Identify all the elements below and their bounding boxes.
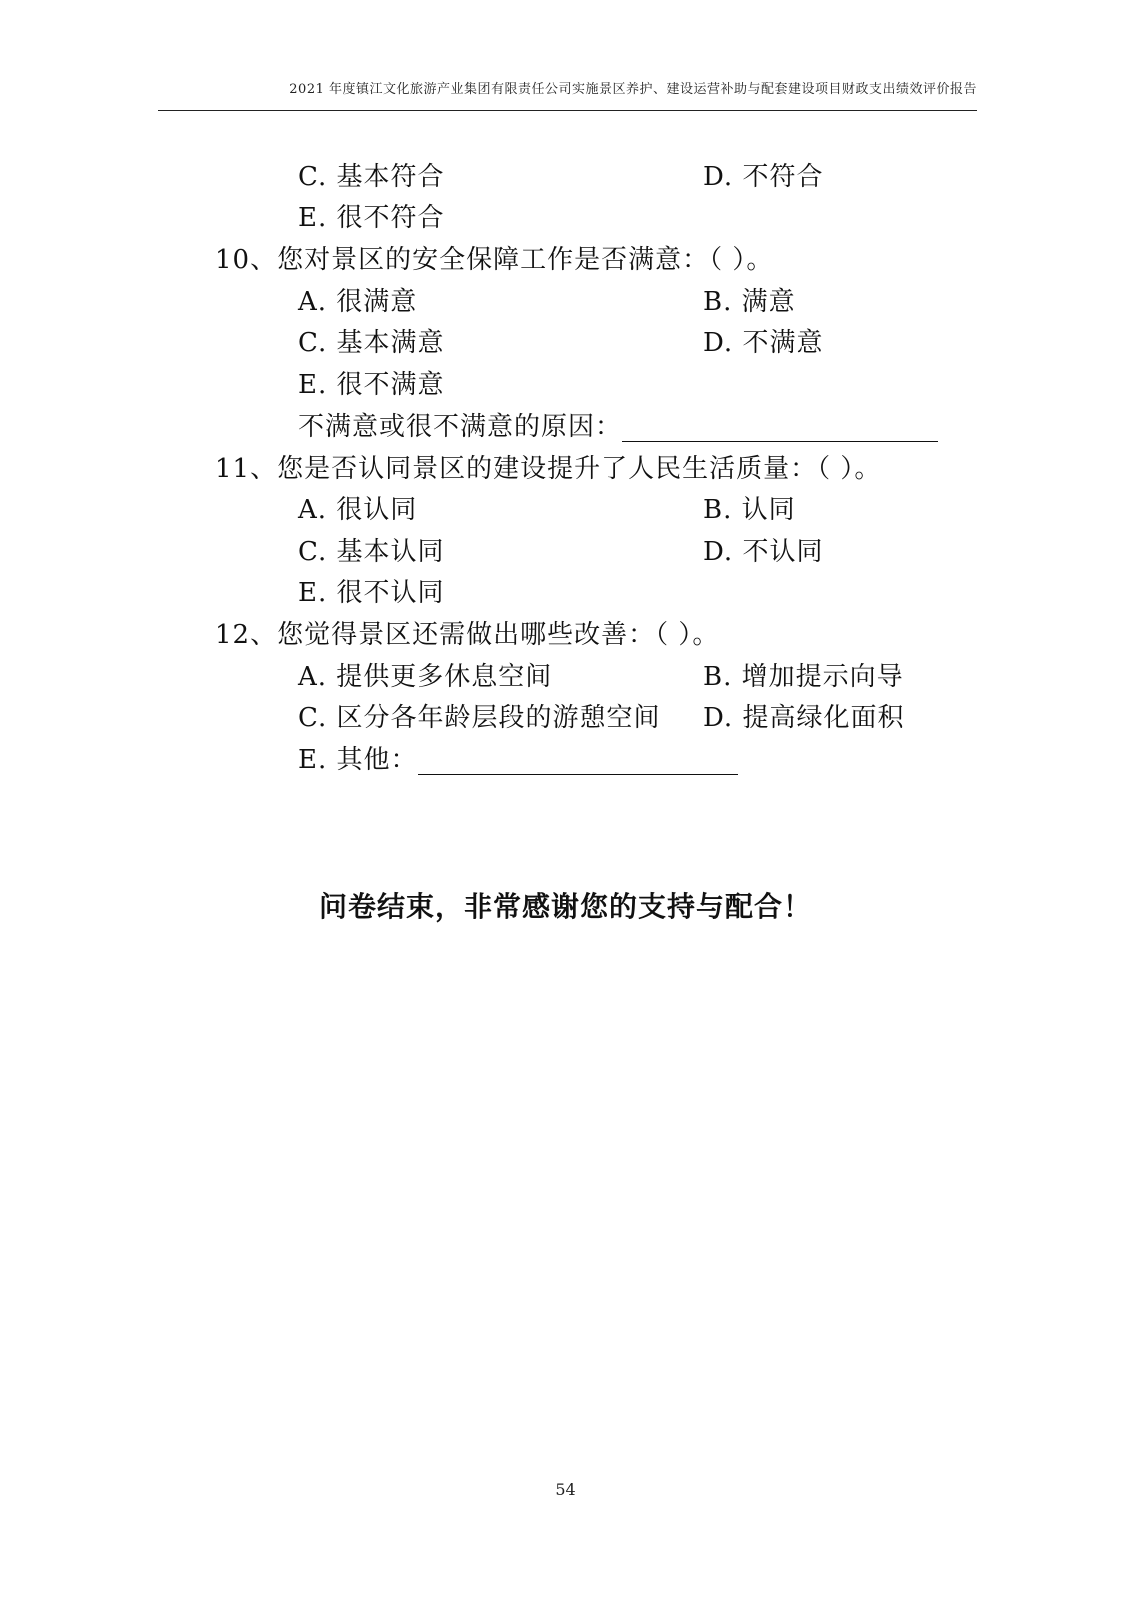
closing-message: 问卷结束，非常感谢您的支持与配合！ <box>318 890 812 923</box>
q10-reason-row <box>298 412 938 442</box>
prev-option-e: E. 很不符合 <box>298 203 445 233</box>
q11-option-d: D. 不认同 <box>703 537 824 567</box>
question-12: 12、您觉得景区还需做出哪些改善：（ ）。 <box>215 620 720 650</box>
q10-reason-blank[interactable] <box>622 417 938 442</box>
q10-option-e: E. 很不满意 <box>298 370 445 400</box>
prev-option-c: C. 基本符合 <box>298 162 445 192</box>
header-divider <box>158 110 977 111</box>
running-header: 2021 年度镇江文化旅游产业集团有限责任公司实施景区养护、建设运营补助与配套建设项目财政支出绩效评价报告 <box>289 82 977 97</box>
q10-reason-label: 不满意或很不满意的原因： <box>298 412 623 442</box>
q12-option-e: E. 其他： <box>298 745 418 775</box>
question-10: 10、您对景区的安全保障工作是否满意：（ ）。 <box>215 245 774 275</box>
q10-option-c: C. 基本满意 <box>298 328 445 358</box>
q10-option-a: A. 很满意 <box>298 287 418 317</box>
q12-option-e-row <box>298 745 738 775</box>
q11-option-c: C. 基本认同 <box>298 537 445 567</box>
q10-option-d: D. 不满意 <box>703 328 824 358</box>
question-11: 11、您是否认同景区的建设提升了人民生活质量：（ ）。 <box>215 454 882 484</box>
q11-option-b: B. 认同 <box>703 495 796 525</box>
q12-other-blank[interactable] <box>418 750 738 775</box>
q12-option-b: B. 增加提示向导 <box>703 662 904 692</box>
q12-option-c: C. 区分各年龄层段的游憩空间 <box>298 703 661 733</box>
prev-option-d: D. 不符合 <box>703 162 824 192</box>
q12-option-d: D. 提高绿化面积 <box>703 703 905 733</box>
q10-option-b: B. 满意 <box>703 287 796 317</box>
q11-option-a: A. 很认同 <box>298 495 418 525</box>
q11-option-e: E. 很不认同 <box>298 578 445 608</box>
page-number: 54 <box>555 1480 576 1499</box>
q12-option-a: A. 提供更多休息空间 <box>298 662 553 692</box>
